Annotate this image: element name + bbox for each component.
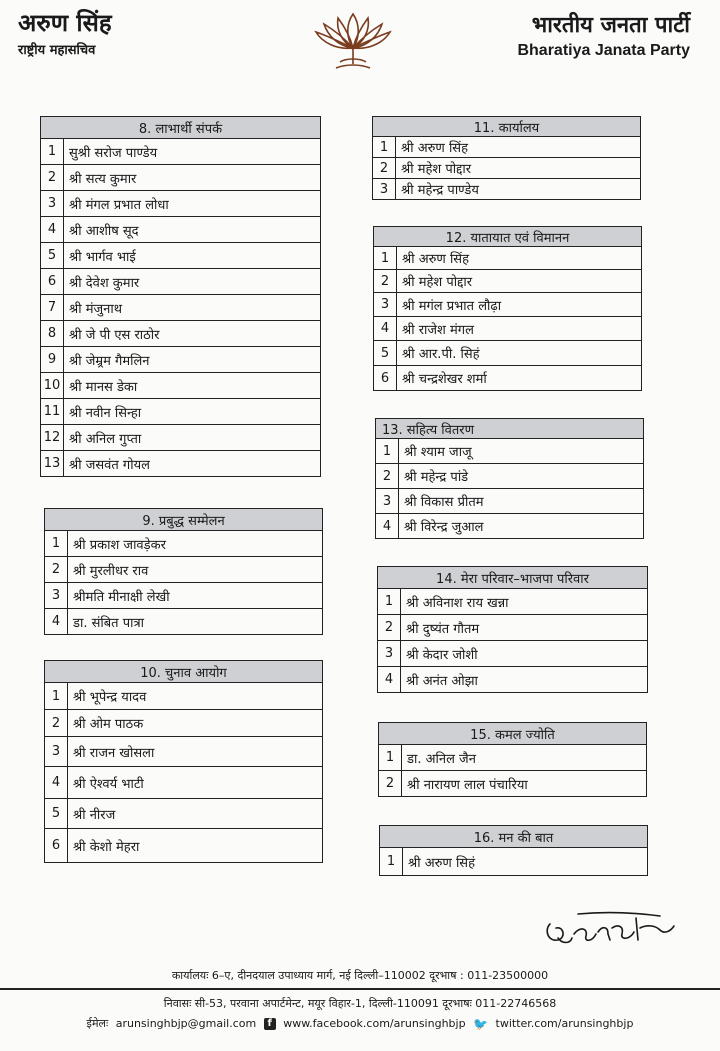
section-title: 13. सहित्य वितरण [376, 419, 644, 439]
row-number: 2 [376, 464, 399, 489]
email-label: ईमेलः [86, 1017, 109, 1030]
row-number: 1 [376, 439, 399, 464]
member-name: श्री महेन्द्र पाण्डेय [396, 179, 641, 200]
row-number: 2 [45, 557, 68, 583]
member-name: श्री महेन्द्र पांडे [399, 464, 644, 489]
member-name: श्री सत्य कुमार [64, 165, 321, 191]
row-number: 3 [45, 583, 68, 609]
contact-row [0, 1016, 720, 1031]
member-name: श्री भार्गव भाई [64, 243, 321, 269]
section-title: 12. यातायात एवं विमानन [374, 227, 642, 247]
member-name: श्री अनिल गुप्ता [64, 425, 321, 451]
row-number: 3 [376, 489, 399, 514]
row-number: 2 [45, 710, 68, 737]
row-number: 2 [374, 270, 397, 293]
member-name: श्री दुष्यंत गौतम [401, 615, 648, 641]
row-number: 8 [41, 321, 64, 347]
letterhead-right [517, 12, 690, 60]
section-14-table [377, 566, 648, 693]
row-number: 4 [376, 514, 399, 539]
member-name: श्री अरुण सिंह [396, 137, 641, 158]
row-number: 3 [373, 179, 396, 200]
section-12-table [373, 226, 642, 391]
section-title: 15. कमल ज्योति [379, 723, 647, 745]
section-title: 10. चुनाव आयोग [45, 661, 323, 683]
member-name: श्री आर.पी. सिहं [397, 341, 642, 366]
member-name: श्री राजन खोसला [68, 737, 323, 767]
member-name: श्री मंजुनाथ [64, 295, 321, 321]
email-link[interactable]: arunsinghbjp@gmail.com [115, 1017, 257, 1030]
row-number: 4 [41, 217, 64, 243]
member-name: श्री राजेश मंगल [397, 317, 642, 341]
section-8-table [40, 116, 321, 477]
handwritten-signature [540, 904, 680, 952]
member-name: श्री विकास प्रीतम [399, 489, 644, 514]
sender-name: अरुण सिंह [18, 9, 112, 37]
section-9-table [44, 508, 323, 635]
member-name: श्री प्रकाश जावड़ेकर [68, 531, 323, 557]
member-name: श्री अरुण सिहं [403, 848, 648, 876]
member-name: श्री जसवंत गोयल [64, 451, 321, 477]
member-name: श्री देवेश कुमार [64, 269, 321, 295]
party-name-hindi: भारतीय जनता पार्टी [531, 13, 690, 38]
letterhead-left [18, 8, 112, 58]
row-number: 4 [374, 317, 397, 341]
member-name: श्री आशीष सूद [64, 217, 321, 243]
facebook-link[interactable]: www.facebook.com/arunsinghbjp [283, 1017, 466, 1030]
member-name: श्री मुरलीधर राव [68, 557, 323, 583]
section-16-table [379, 825, 648, 876]
row-number: 6 [45, 829, 68, 863]
row-number: 1 [378, 589, 401, 615]
twitter-icon: 🐦 [473, 1016, 489, 1031]
party-name-english: Bharatiya Janata Party [517, 42, 690, 59]
member-name: श्री अनंत ओझा [401, 667, 648, 693]
residence-address: निवासः सी-53, परवाना अपार्टमेन्ट, मयूर विहार-1, दिल्ली-110091 दूरभाषः 011-22746568 [163, 997, 557, 1010]
member-name: श्री विरेन्द्र जुआल [399, 514, 644, 539]
row-number: 12 [41, 425, 64, 451]
facebook-icon: f [264, 1018, 276, 1030]
row-number: 5 [41, 243, 64, 269]
row-number: 2 [41, 165, 64, 191]
row-number: 4 [378, 667, 401, 693]
member-name: श्री मगंल प्रभात लौढ़ा [397, 293, 642, 317]
row-number: 10 [41, 373, 64, 399]
row-number: 1 [45, 531, 68, 557]
row-number: 1 [41, 139, 64, 165]
row-number: 3 [378, 641, 401, 667]
section-13-table [375, 418, 644, 539]
row-number: 11 [41, 399, 64, 425]
member-name: श्री श्याम जाजू [399, 439, 644, 464]
row-number: 2 [378, 615, 401, 641]
member-name: श्री केदार जोशी [401, 641, 648, 667]
row-number: 3 [45, 737, 68, 767]
member-name: श्री जे पी एस राठोर [64, 321, 321, 347]
row-number: 3 [41, 191, 64, 217]
member-name: सुश्री सरोज पाण्डेय [64, 139, 321, 165]
row-number: 9 [41, 347, 64, 373]
row-number: 1 [45, 683, 68, 710]
member-name: श्रीमति मीनाक्षी लेखी [68, 583, 323, 609]
row-number: 5 [374, 341, 397, 366]
row-number: 3 [374, 293, 397, 317]
row-number: 1 [380, 848, 403, 876]
row-number: 5 [45, 799, 68, 829]
member-name: श्री महेश पोद्दार [396, 158, 641, 179]
section-title: 14. मेरा परिवार–भाजपा परिवार [378, 567, 648, 589]
member-name: श्री मानस डेका [64, 373, 321, 399]
member-name: श्री महेश पोद्दार [397, 270, 642, 293]
member-name: श्री ऐश्वर्य भाटी [68, 767, 323, 799]
row-number: 2 [379, 771, 402, 797]
footer-divider [0, 988, 720, 990]
member-name: श्री जेम्र्रम गैमलिन [64, 347, 321, 373]
section-11-table [372, 116, 641, 200]
member-name: श्री चन्द्रशेखर शर्मा [397, 366, 642, 391]
sender-designation: राष्ट्रीय महासचिव [18, 43, 96, 58]
row-number: 6 [41, 269, 64, 295]
member-name: श्री अविनाश राय खन्ना [401, 589, 648, 615]
row-number: 6 [374, 366, 397, 391]
row-number: 1 [379, 745, 402, 771]
member-name: श्री नवीन सिन्हा [64, 399, 321, 425]
office-address: कार्यालयः 6–ए, दीनदयाल उपाध्याय मार्ग, नई दिल्ली–110002 दूरभाष : 011-23500000 [171, 969, 549, 982]
member-name: श्री मंगल प्रभात लोधा [64, 191, 321, 217]
member-name: श्री नारायण लाल पंचारिया [402, 771, 647, 797]
member-name: श्री भूपेन्द्र यादव [68, 683, 323, 710]
member-name: श्री केशो मेहरा [68, 829, 323, 863]
row-number: 1 [373, 137, 396, 158]
row-number: 13 [41, 451, 64, 477]
section-title: 9. प्रबुद्ध सम्मेलन [45, 509, 323, 531]
section-title: 11. कार्यालय [373, 117, 641, 137]
twitter-link[interactable]: twitter.com/arunsinghbjp [495, 1017, 634, 1030]
member-name: डा. अनिल जैन [402, 745, 647, 771]
section-title: 8. लाभार्थी संपर्क [41, 117, 321, 139]
row-number: 4 [45, 767, 68, 799]
member-name: श्री नीरज [68, 799, 323, 829]
section-title: 16. मन की बात [380, 826, 648, 848]
member-name: श्री ओम पाठक [68, 710, 323, 737]
lotus-icon [312, 6, 394, 76]
member-name: श्री अरुण सिंह [397, 247, 642, 270]
row-number: 2 [373, 158, 396, 179]
row-number: 1 [374, 247, 397, 270]
row-number: 4 [45, 609, 68, 635]
member-name: डा. संबित पात्रा [68, 609, 323, 635]
section-10-table [44, 660, 323, 863]
section-15-table [378, 722, 647, 797]
row-number: 7 [41, 295, 64, 321]
